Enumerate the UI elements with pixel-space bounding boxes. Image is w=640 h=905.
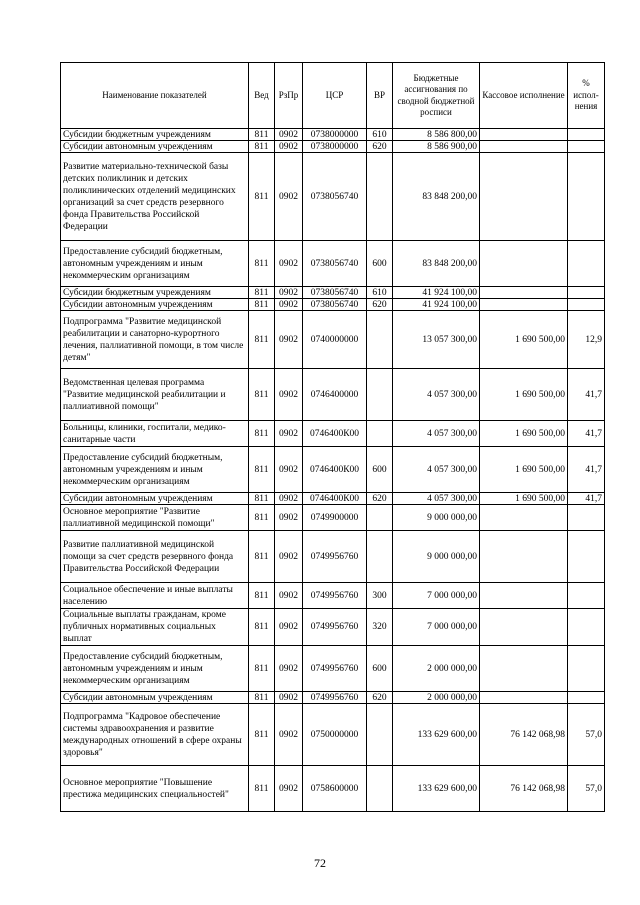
cell-vr <box>367 766 393 812</box>
cell-ved: 811 <box>249 646 275 692</box>
cell-budget: 133 629 600,00 <box>393 704 480 766</box>
cell-rzpr: 0902 <box>275 766 303 812</box>
cell-csr: 0749956760 <box>303 609 367 646</box>
cell-pct <box>568 141 605 153</box>
header-budget: Бюджетные ассигнования по сводной бюджетной росписи <box>393 63 480 129</box>
cell-budget: 7 000 000,00 <box>393 583 480 609</box>
cell-vr <box>367 421 393 447</box>
cell-csr: 0749956760 <box>303 692 367 704</box>
table-row <box>61 287 605 299</box>
table-row <box>61 692 605 704</box>
cell-name: Предоставление субсидий бюджетным, автономным учреждениям и иным некоммерческим организациям <box>61 241 249 287</box>
cell-pct <box>568 692 605 704</box>
table-row <box>61 141 605 153</box>
cell-name: Ведомственная целевая программа "Развитие медицинской реабилитации и паллиативной помощи" <box>61 369 249 421</box>
cell-name: Субсидии бюджетным учреждениям <box>61 287 249 299</box>
cell-csr: 0738000000 <box>303 141 367 153</box>
cell-kass <box>480 609 568 646</box>
cell-name: Субсидии автономным учреждениям <box>61 493 249 505</box>
cell-pct <box>568 153 605 241</box>
cell-pct: 41,7 <box>568 421 605 447</box>
cell-kass <box>480 505 568 531</box>
cell-kass <box>480 299 568 311</box>
cell-pct: 41,7 <box>568 369 605 421</box>
cell-vr: 620 <box>367 299 393 311</box>
cell-rzpr: 0902 <box>275 609 303 646</box>
cell-kass: 1 690 500,00 <box>480 493 568 505</box>
cell-name: Основное мероприятие "Повышение престижа медицинских специальностей" <box>61 766 249 812</box>
cell-csr: 0746400К00 <box>303 493 367 505</box>
cell-ved: 811 <box>249 421 275 447</box>
cell-name: Развитие материально-технической базы детских поликлиник и детских поликлинических отделений медицинских организаций за счет средств резервного фонда Правительства Российской Федерации <box>61 153 249 241</box>
cell-budget: 2 000 000,00 <box>393 646 480 692</box>
cell-name: Развитие паллиативной медицинской помощи за счет средств резервного фонда Правительства Российской Федерации <box>61 531 249 583</box>
cell-name: Предоставление субсидий бюджетным, автономным учреждениям и иным некоммерческим организациям <box>61 447 249 493</box>
cell-budget: 41 924 100,00 <box>393 299 480 311</box>
cell-csr: 0749956760 <box>303 646 367 692</box>
cell-rzpr: 0902 <box>275 369 303 421</box>
header-pct: % испол-нения <box>568 63 605 129</box>
cell-rzpr: 0902 <box>275 583 303 609</box>
cell-pct <box>568 299 605 311</box>
table-row <box>61 299 605 311</box>
cell-ved: 811 <box>249 141 275 153</box>
cell-ved: 811 <box>249 493 275 505</box>
cell-pct <box>568 287 605 299</box>
cell-pct <box>568 505 605 531</box>
cell-kass <box>480 129 568 141</box>
cell-budget: 13 057 300,00 <box>393 311 480 369</box>
cell-csr: 0738000000 <box>303 129 367 141</box>
cell-rzpr: 0902 <box>275 153 303 241</box>
cell-vr: 600 <box>367 646 393 692</box>
cell-csr: 0746400000 <box>303 369 367 421</box>
cell-ved: 811 <box>249 241 275 287</box>
cell-kass <box>480 692 568 704</box>
cell-vr <box>367 531 393 583</box>
cell-vr: 620 <box>367 141 393 153</box>
cell-pct <box>568 646 605 692</box>
cell-csr: 0746400К00 <box>303 421 367 447</box>
cell-ved: 811 <box>249 583 275 609</box>
cell-pct: 57,0 <box>568 766 605 812</box>
cell-rzpr: 0902 <box>275 692 303 704</box>
table-body <box>61 129 605 812</box>
table-row <box>61 646 605 692</box>
table-row <box>61 704 605 766</box>
header-row <box>61 63 605 129</box>
table-row <box>61 583 605 609</box>
cell-pct: 57,0 <box>568 704 605 766</box>
cell-vr: 600 <box>367 241 393 287</box>
cell-name: Подпрограмма "Развитие медицинской реабилитации и санаторно-курортного лечения, паллиативной помощи, в том числе детям" <box>61 311 249 369</box>
cell-budget: 41 924 100,00 <box>393 287 480 299</box>
cell-kass <box>480 153 568 241</box>
cell-rzpr: 0902 <box>275 493 303 505</box>
cell-pct: 12,9 <box>568 311 605 369</box>
cell-budget: 7 000 000,00 <box>393 609 480 646</box>
cell-kass <box>480 646 568 692</box>
cell-ved: 811 <box>249 704 275 766</box>
cell-budget: 4 057 300,00 <box>393 421 480 447</box>
cell-name: Подпрограмма "Кадровое обеспечение системы здравоохранения и развитие международных отношений в сфере охраны здоровья" <box>61 704 249 766</box>
cell-budget: 83 848 200,00 <box>393 153 480 241</box>
cell-pct <box>568 583 605 609</box>
cell-kass: 76 142 068,98 <box>480 766 568 812</box>
cell-budget: 83 848 200,00 <box>393 241 480 287</box>
cell-vr <box>367 704 393 766</box>
cell-kass: 1 690 500,00 <box>480 447 568 493</box>
cell-vr: 300 <box>367 583 393 609</box>
cell-kass: 76 142 068,98 <box>480 704 568 766</box>
cell-rzpr: 0902 <box>275 505 303 531</box>
cell-kass <box>480 241 568 287</box>
cell-ved: 811 <box>249 287 275 299</box>
cell-name: Субсидии автономным учреждениям <box>61 141 249 153</box>
cell-ved: 811 <box>249 447 275 493</box>
table-row <box>61 505 605 531</box>
header-rzpr: РзПр <box>275 63 303 129</box>
table-row <box>61 129 605 141</box>
header-csr: ЦСР <box>303 63 367 129</box>
cell-csr: 0749956760 <box>303 531 367 583</box>
cell-pct <box>568 241 605 287</box>
cell-ved: 811 <box>249 153 275 241</box>
cell-budget: 2 000 000,00 <box>393 692 480 704</box>
cell-rzpr: 0902 <box>275 421 303 447</box>
cell-budget: 8 586 900,00 <box>393 141 480 153</box>
cell-ved: 811 <box>249 692 275 704</box>
cell-rzpr: 0902 <box>275 311 303 369</box>
cell-rzpr: 0902 <box>275 447 303 493</box>
cell-ved: 811 <box>249 531 275 583</box>
cell-rzpr: 0902 <box>275 241 303 287</box>
cell-csr: 0738056740 <box>303 241 367 287</box>
cell-csr: 0738056740 <box>303 153 367 241</box>
cell-ved: 811 <box>249 311 275 369</box>
cell-ved: 811 <box>249 609 275 646</box>
cell-name: Субсидии бюджетным учреждениям <box>61 129 249 141</box>
budget-table <box>60 62 605 812</box>
table-row <box>61 421 605 447</box>
cell-pct <box>568 531 605 583</box>
cell-csr: 0749900000 <box>303 505 367 531</box>
cell-budget: 9 000 000,00 <box>393 505 480 531</box>
table-row <box>61 766 605 812</box>
cell-name: Социальные выплаты гражданам, кроме публичных нормативных социальных выплат <box>61 609 249 646</box>
cell-csr: 0758600000 <box>303 766 367 812</box>
cell-kass <box>480 531 568 583</box>
cell-vr <box>367 369 393 421</box>
cell-vr <box>367 505 393 531</box>
cell-kass <box>480 583 568 609</box>
cell-vr: 620 <box>367 692 393 704</box>
table-row <box>61 311 605 369</box>
table-row <box>61 609 605 646</box>
table-row <box>61 241 605 287</box>
cell-ved: 811 <box>249 766 275 812</box>
cell-ved: 811 <box>249 129 275 141</box>
table-row <box>61 153 605 241</box>
cell-kass: 1 690 500,00 <box>480 311 568 369</box>
header-ved: Вед <box>249 63 275 129</box>
cell-vr: 620 <box>367 493 393 505</box>
cell-rzpr: 0902 <box>275 287 303 299</box>
cell-name: Субсидии автономным учреждениям <box>61 299 249 311</box>
cell-csr: 0740000000 <box>303 311 367 369</box>
table-row <box>61 493 605 505</box>
cell-name: Основное мероприятие "Развитие паллиативной медицинской помощи" <box>61 505 249 531</box>
cell-name: Субсидии автономным учреждениям <box>61 692 249 704</box>
cell-pct <box>568 609 605 646</box>
cell-budget: 8 586 800,00 <box>393 129 480 141</box>
cell-rzpr: 0902 <box>275 299 303 311</box>
cell-kass <box>480 287 568 299</box>
cell-csr: 0746400К00 <box>303 447 367 493</box>
cell-name: Предоставление субсидий бюджетным, автономным учреждениям и иным некоммерческим организациям <box>61 646 249 692</box>
header-kass: Кассовое исполнение <box>480 63 568 129</box>
cell-kass <box>480 141 568 153</box>
table-row <box>61 531 605 583</box>
cell-ved: 811 <box>249 299 275 311</box>
cell-rzpr: 0902 <box>275 129 303 141</box>
cell-pct <box>568 129 605 141</box>
cell-budget: 133 629 600,00 <box>393 766 480 812</box>
cell-rzpr: 0902 <box>275 141 303 153</box>
cell-vr: 610 <box>367 287 393 299</box>
cell-kass: 1 690 500,00 <box>480 369 568 421</box>
cell-ved: 811 <box>249 505 275 531</box>
cell-vr: 600 <box>367 447 393 493</box>
page-number: 72 <box>314 856 326 870</box>
table-row <box>61 369 605 421</box>
cell-csr: 0738056740 <box>303 299 367 311</box>
cell-rzpr: 0902 <box>275 646 303 692</box>
header-vr: ВР <box>367 63 393 129</box>
cell-vr: 320 <box>367 609 393 646</box>
cell-name: Социальное обеспечение и иные выплаты населению <box>61 583 249 609</box>
cell-budget: 9 000 000,00 <box>393 531 480 583</box>
cell-csr: 0750000000 <box>303 704 367 766</box>
cell-name: Больницы, клиники, госпитали, медико-санитарные части <box>61 421 249 447</box>
cell-csr: 0749956760 <box>303 583 367 609</box>
cell-vr <box>367 153 393 241</box>
cell-ved: 811 <box>249 369 275 421</box>
cell-rzpr: 0902 <box>275 531 303 583</box>
cell-pct: 41,7 <box>568 447 605 493</box>
cell-rzpr: 0902 <box>275 704 303 766</box>
header-name: Наименование показателей <box>61 63 249 129</box>
cell-csr: 0738056740 <box>303 287 367 299</box>
cell-budget: 4 057 300,00 <box>393 447 480 493</box>
cell-vr: 610 <box>367 129 393 141</box>
cell-budget: 4 057 300,00 <box>393 493 480 505</box>
cell-budget: 4 057 300,00 <box>393 369 480 421</box>
cell-pct: 41,7 <box>568 493 605 505</box>
table-row <box>61 447 605 493</box>
cell-kass: 1 690 500,00 <box>480 421 568 447</box>
cell-vr <box>367 311 393 369</box>
